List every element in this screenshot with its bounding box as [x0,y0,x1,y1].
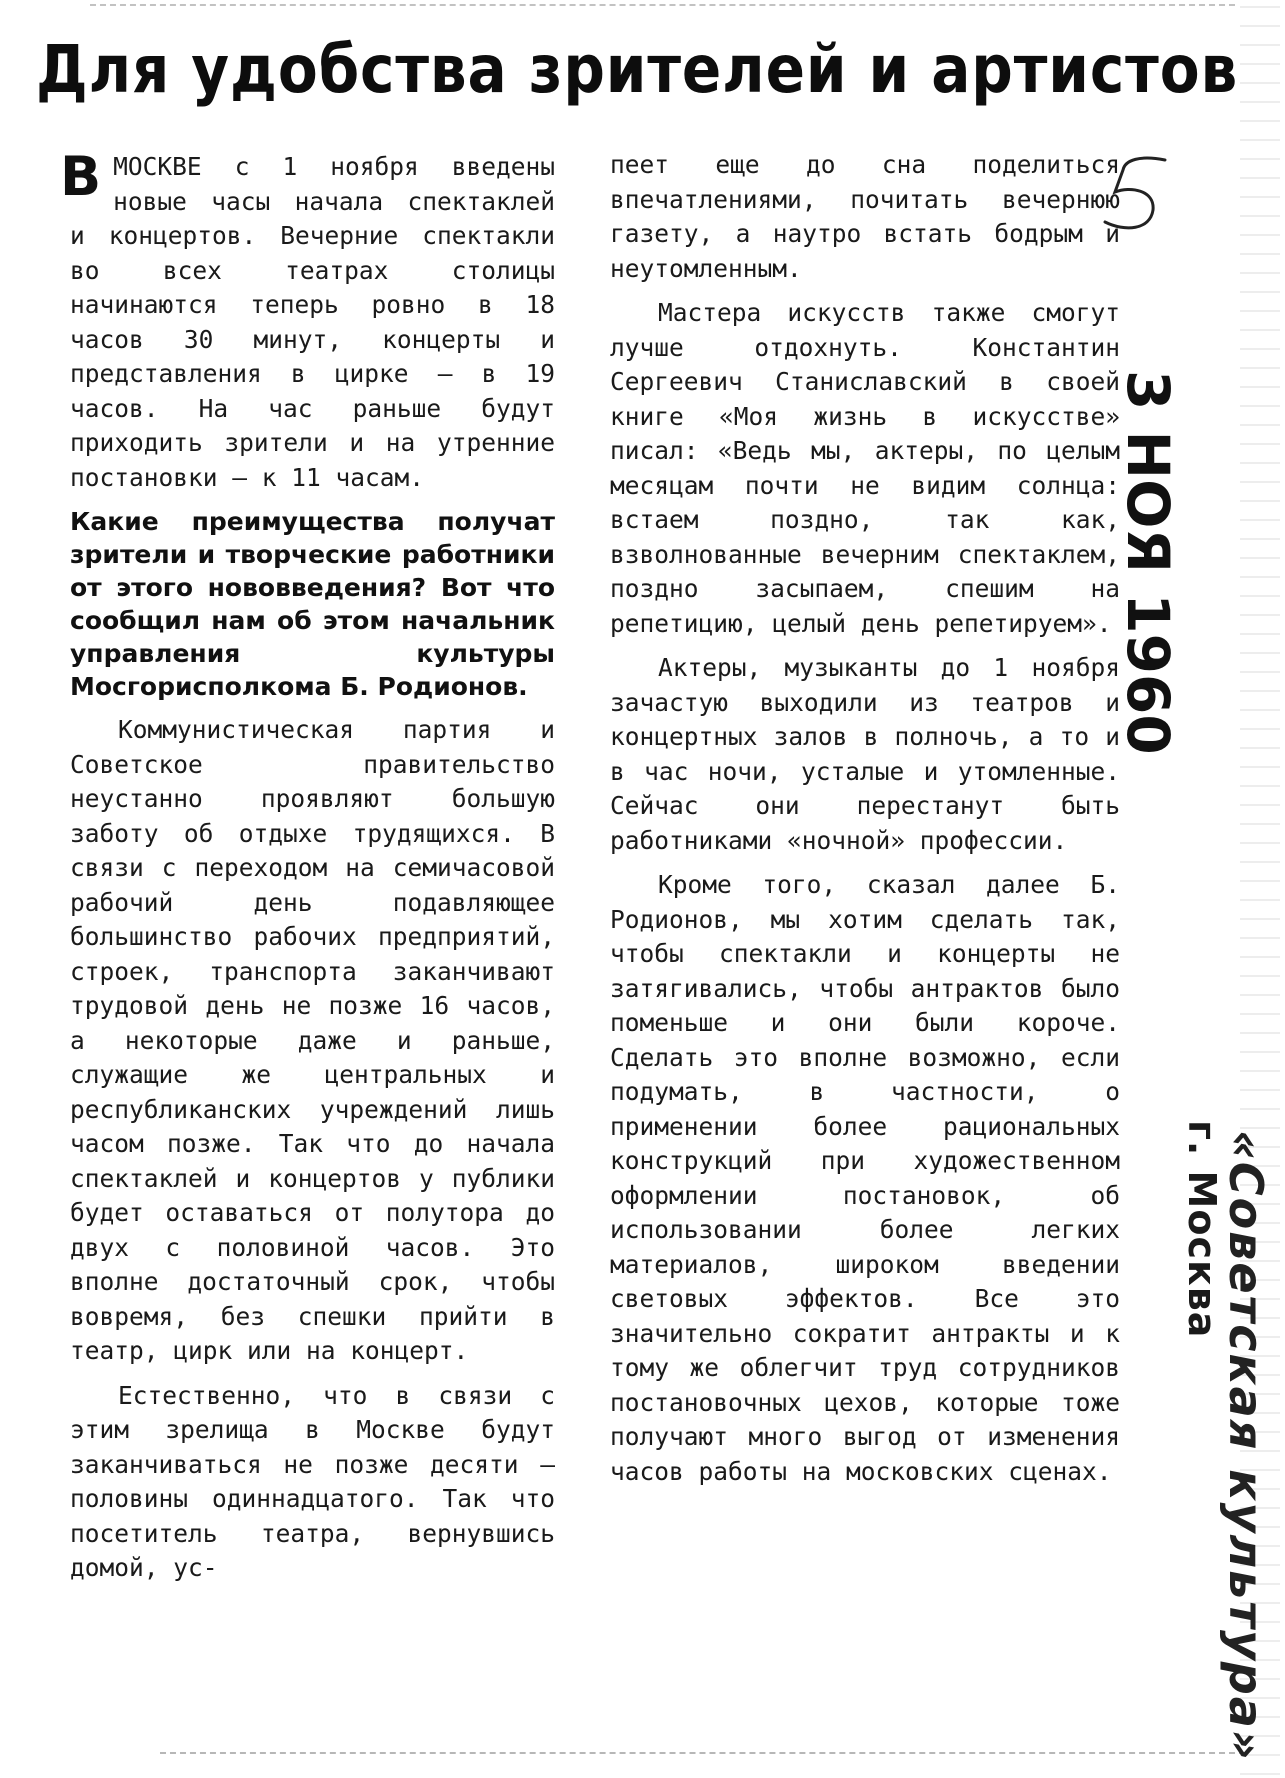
torn-top-edge [90,4,1235,22]
newspaper-name: «Советская культура» [1219,1130,1273,1762]
torn-bottom-edge [160,1752,1245,1764]
lead-paragraph: Какие преимущества получат зрители и творческие работники от этого нововведения? Вот что сообщил нам об этом начальник управления культуры Мосгорисполкома Б. Родионов. [70,507,555,701]
paragraph: Мастера искусств также смогут лучше отдохнуть. Константин Сергеевич Станиславский в своей книге «Моя жизнь в искусстве» писал: «Ведь мы, актеры, по целым месяцам почти не видим солнца: встаем поздно, так как, взволнованные вечерним спектаклем, поздно засыпаем, спешим на репетицию, целый день репетируем». [610,298,1120,638]
paragraph: Кроме того, сказал далее Б. Родионов, мы хотим сделать так, чтобы спектакли и концерты не затягивались, чтобы антрактов было поменьше и они были короче. Сделать это вполне возможно, если подумать, в частности, о применении более рациональных конструкций при художественном оформлении постановок, об использовании более легких материалов, широком введении световых эффектов. Все это значительно сократит антракты и к тому же облегчит труд сотрудников постановочных цехов, которые тоже получают много выгод от изменения часов работы на московских сценах. [610,870,1120,1486]
city-label: г. Москва [1180,1120,1224,1339]
headline: Для удобства зрителей и артистов [36,31,1239,108]
intro-text: МОСКВЕ с 1 ноября введены новые часы начала спектаклей и концертов. Вечерние спектакли во всех театрах столицы начинаются теперь ровно в 18 часов 30 минут, концерты и представления в цирке — в 19 часов. На час раньше будут приходить зрители и на утренние постановки — к 11 часам. [70,152,555,492]
dropcap: В [60,145,102,208]
intro-paragraph [60,145,555,495]
left-column [60,145,555,1586]
paragraph: Коммунистическая партия и Советское правительство неустанно проявляют большую заботу об отдыхе трудящихся. В связи с переходом на семичасовой рабочий день подавляющее большинство рабочих предприятий, строек, транспорта заканчивают трудовой день не позже 16 часов, а некоторые даже и раньше, служащие же центральных и республиканских учреждений лишь часом позже. Так что до начала спектаклей и концертов у публики будет оставаться от полутора до двух с половиной часов. Это вполне достаточный срок, чтобы вовремя, без спешки прийти в театр, цирк или на концерт. [70,715,555,1365]
right-column [610,148,1120,1489]
paragraph: Естественно, что в связи с этим зрелища в Москве будут заканчиваться не позже десяти — половины одиннадцатого. Так что посетитель театра, вернувшись домой, ус- [70,1380,555,1582]
paragraph: Актеры, музыканты до 1 ноября зачастую выходили из театров и концертных залов в полночь, а то и в час ночи, усталые и утомленные. Сейчас они перестанут быть работниками «ночной» профессии. [610,653,1120,855]
paragraph: пеет еще до сна поделиться впечатлениями, почитать вечернюю газету, а наутро встать бодрым и неутомленным. [610,150,1120,283]
date-stamp: 3 НОЯ 1960 [1114,370,1182,755]
